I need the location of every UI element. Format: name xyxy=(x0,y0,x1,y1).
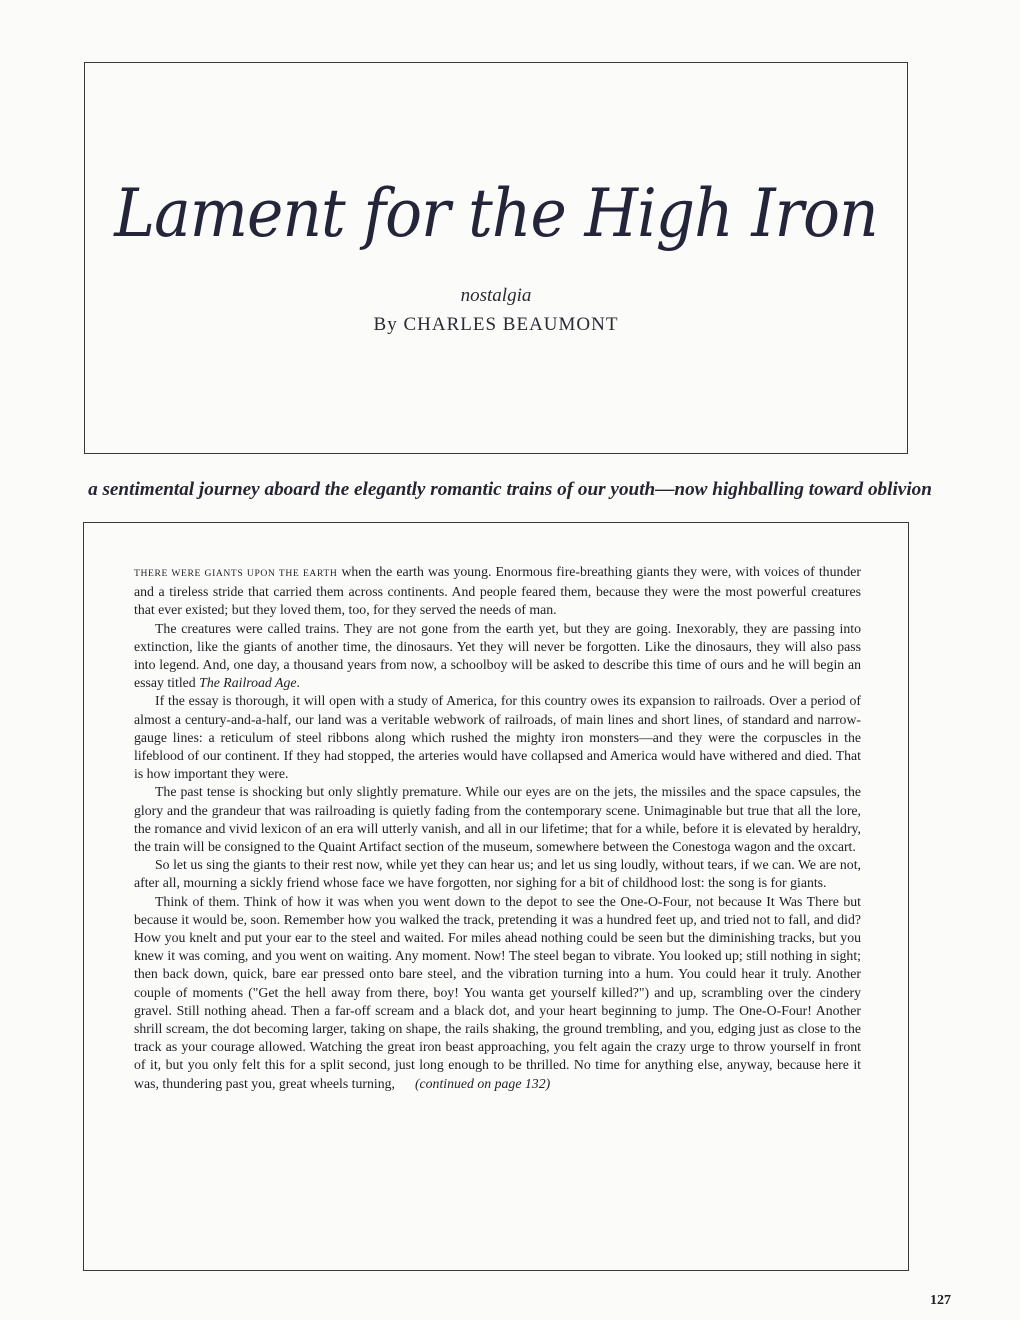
paragraph-6 xyxy=(134,893,861,1093)
paragraph-2-text: The creatures were called trains. They are not gone from the earth yet, but they are going. Inexorably, they are passing into extinction, like the giants of another time, the dinosaurs. Yet they will never be forgotten. Like the dinosaurs, they will also pass into legend. And, one day, a thousand years from now, a schoolboy will be asked to describe this time of ours and he will begin an essay titled xyxy=(134,620,861,691)
article-title: Lament for the High Iron xyxy=(114,175,878,252)
article-subtitle: a sentimental journey aboard the elegantly romantic trains of our youth—now highballing toward oblivion xyxy=(88,479,932,500)
page-number: 127 xyxy=(930,1293,951,1308)
paragraph-2 xyxy=(134,620,861,693)
paragraph-4: The past tense is shocking but only slightly premature. While our eyes are on the jets, the missiles and the space capsules, the glory and the grandeur that was railroading is quietly fading from the contemporary scene. Unimaginable but true that all the lore, the romance and vivid lexicon of an era will utterly vanish, and all in our lifetime; that for a while, before it is elevated by heraldry, the train will be consigned to the Quaint Artifact section of the museum, somewhere between the Conestoga wagon and the oxcart. xyxy=(134,784,861,855)
paragraph-1-text: when the earth was young. Enormous fire-breathing giants they were, with voices of thunder and a tireless stride that carried them across continents. And people feared them, because they were the most powerful creatures that ever existed; but they loved them, too, for they served the needs of man. xyxy=(134,564,861,618)
lead-in: THERE WERE GIANTS UPON THE EARTH xyxy=(134,568,338,579)
title-frame xyxy=(84,62,908,454)
paragraph-2-end: . xyxy=(296,675,300,691)
article-frame xyxy=(83,522,909,1271)
paragraph-6-text: Think of them. Think of how it was when you went down to the depot to see the One-O-Four, not because It Was There but because it would be, soon. Remember how you walked the track, pretending it was a hundred feet up, and tried not to fall, and did? How you knelt and put your ear to the steel and waited. For miles ahead nothing could be seen but the diminishing tracks, but you knew it was coming, and you went on waiting. Any moment. Now! The steel began to vibrate. You looked up; still nothing in sight; then back down, quick, bare ear pressed onto bare steel, and the vibration turning into a hum. You could hear it truly. Another couple of moments ("Get the hell away from there, boy! You wanta get yourself killed?") and up, scrambling over the cindery gravel. Still nothing ahead. Then a far-off scream and a black dot, and your heart beginning to jump. The One-O-Four! Another shrill scream, the dot becoming larger, taking on shape, the rails shaking, the ground trembling, and you, edging just as close to the track as your courage allowed. Watching the great iron beast approaching, you felt again the crazy urge to throw yourself in front of it, but you only felt this for a split second, just long enough to be thrilled. No time for anything else, anyway, because here it was, thundering past you, great wheels turning, xyxy=(134,893,861,1091)
article-body xyxy=(134,563,861,1093)
paragraph-5: So let us sing the giants to their rest now, while yet they can hear us; and let us sing loudly, without tears, if we can. We are not, after all, mourning a sickly friend whose face we have forgotten, nor sighing for a bit of childhood lost: the song is for giants. xyxy=(134,857,861,891)
paragraph-3: If the essay is thorough, it will open with a study of America, for this country owes its expansion to railroads. Over a period of almost a century-and-a-half, our land was a veritable webwork of railroads, of main lines and short lines, of standard and narrow-gauge lines: a reticulum of steel ribbons along which rushed the mighty iron monsters—and they were the corpuscles in the lifeblood of our continent. If they had stopped, the arteries would have collapsed and America would have withered and died. That is how important they were. xyxy=(134,693,861,782)
continued-note: (continued on page 132) xyxy=(414,1075,551,1091)
section-kicker: nostalgia xyxy=(460,285,532,306)
author-byline: By CHARLES BEAUMONT xyxy=(373,314,619,335)
essay-title: The Railroad Age xyxy=(199,675,297,691)
paragraph-1 xyxy=(134,563,861,620)
